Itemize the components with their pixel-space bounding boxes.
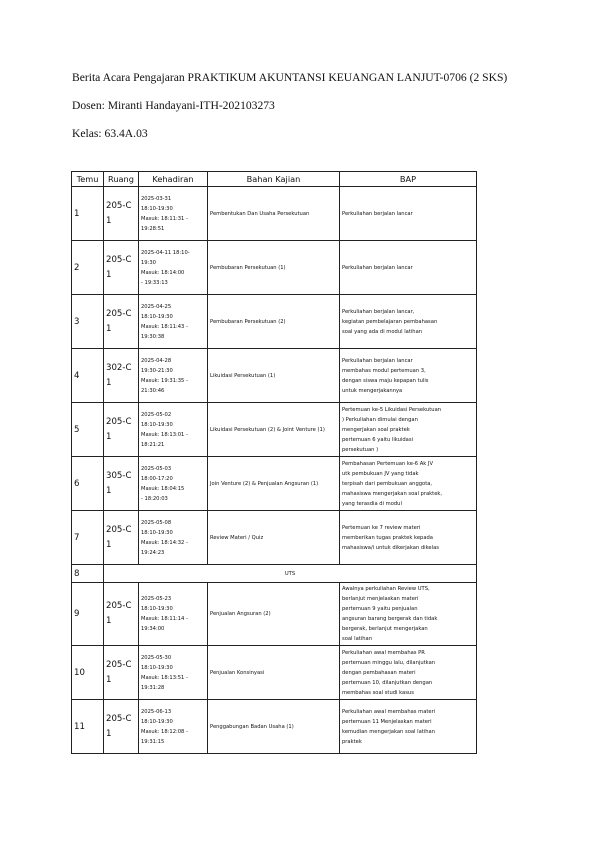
cell-bap: Awalnya perkuliahan Review UTS, berlanjut menjelaskan materi pertemuan 9 yaitu penjualan angsuran barang bergerak dan tidak bergerak, berlanjut mengerjakan soal latihan [340,583,477,646]
cell-kehadiran: 2025-04-11 18:10- 19:30 Masuk: 18:14:00 - 19:33:13 [139,241,208,295]
cell-temu: 7 [72,511,104,565]
header-ruang: Ruang [104,172,139,187]
cell-kehadiran: 2025-05-23 18:10-19:30 Masuk: 18:11:14 - 19:34:00 [139,583,208,646]
header-bap: BAP [340,172,477,187]
cell-bap: Perkuliahan awal membahas materi pertemuan 11 Menjelaskan materi kemudian mengerjakan soal latihan praktek [340,700,477,754]
cell-bap: Pertemuan ke-5 Likuidasi Persekutuan ) Perkuliahan dimulai dengan mengerjakan soal praktek pertemuan 6 yaitu likuidasi persekutuan ) [340,403,477,457]
cell-bahan-kajian: Likuidasi Persekutuan (2) & Joint Venture (1) [208,403,340,457]
table-row [72,511,477,565]
cell-temu: 5 [72,403,104,457]
cell-ruang: 302-C1 [104,349,139,403]
header-temu: Temu [72,172,104,187]
cell-bahan-kajian: Penggabungan Badan Usaha (1) [208,700,340,754]
cell-bap: Pembahasan Pertemuan ke-6 Ak JV utk pembukuan JV yang tidak terpisah dari pembukuan anggota, mahasiswa mengerjakan soal praktek, yang terasdia di modul [340,457,477,511]
cell-ruang: 205-C1 [104,646,139,700]
cell-kehadiran: 2025-05-30 18:10-19:30 Masuk: 18:13:51 - 19:31:28 [139,646,208,700]
cell-bap: Perkuliahan awal membahas PR pertemuan minggu lalu, dilanjutkan dengan pembahasan materi pertemuan 10, dilanjutkan dengan membahas soal studi kasus [340,646,477,700]
cell-kehadiran: 2025-06-13 18:10-19:30 Masuk: 18:12:08 - 19:31:15 [139,700,208,754]
cell-bahan-kajian: Pembubaran Persekutuan (2) [208,295,340,349]
table-row [72,457,477,511]
cell-ruang: 205-C1 [104,241,139,295]
page-title: Berita Acara Pengajaran PRAKTIKUM AKUNTANSI KEUANGAN LANJUT-0706 (2 SKS) [72,71,508,84]
cell-ruang: 205-C1 [104,187,139,241]
table-row [72,403,477,457]
cell-bahan-kajian: Join Venture (2) & Penjualan Angsuran (1) [208,457,340,511]
cell-ruang: 205-C1 [104,583,139,646]
cell-bahan-kajian: Pembubaran Persekutuan (1) [208,241,340,295]
cell-kehadiran: 2025-05-03 18:00-17:20 Masuk: 18:04:15 - 18:20:03 [139,457,208,511]
cell-temu: 8 [72,565,104,583]
berita-acara-table [71,171,477,754]
cell-bahan-kajian: Likuidasi Persekutuan (1) [208,349,340,403]
table-row [72,583,477,646]
cell-ruang: 205-C1 [104,295,139,349]
header-bahan-kajian: Bahan Kajian [208,172,340,187]
table-row [72,646,477,700]
document-header [72,70,542,141]
cell-ruang: 305-C1 [104,457,139,511]
table-row [72,565,477,583]
table-row [72,349,477,403]
cell-bahan-kajian: Penjualan Konsinyasi [208,646,340,700]
cell-temu: 9 [72,583,104,646]
table-row [72,241,477,295]
cell-temu: 2 [72,241,104,295]
cell-bap: Perkuliahan berjalan lancar [340,241,477,295]
cell-bap: Pertemuan ke 7 review materi memberikan tugas praktek kepada mahasiswa/i untuk dikerjakan dikelas [340,511,477,565]
cell-bahan-kajian: Pembentukan Dan Usaha Persekutuan [208,187,340,241]
cell-uts: UTS [104,565,477,583]
kelas-label: Kelas: 63.4A.03 [72,127,148,140]
table-row [72,187,477,241]
cell-kehadiran: 2025-03-31 18:10-19:30 Masuk: 18:11:31 - 19:28:51 [139,187,208,241]
cell-ruang: 205-C1 [104,403,139,457]
cell-kehadiran: 2025-05-08 18:10-19:30 Masuk: 18:14:32 - 19:24:23 [139,511,208,565]
cell-bap: Perkuliahan berjalan lancar membahas modul pertemuan 3, dengan siswa maju kepapan tulis untuk mengerjakannya [340,349,477,403]
cell-bahan-kajian: Review Materi / Quiz [208,511,340,565]
cell-temu: 1 [72,187,104,241]
table-body [72,187,477,754]
table-header-row [72,172,477,187]
cell-kehadiran: 2025-04-28 19:30-21:30 Masuk: 19:31:35 - 21:30:46 [139,349,208,403]
cell-ruang: 205-C1 [104,511,139,565]
cell-temu: 10 [72,646,104,700]
cell-bahan-kajian: Penjualan Angsuran (2) [208,583,340,646]
table-row [72,295,477,349]
cell-ruang: 205-C1 [104,700,139,754]
cell-temu: 4 [72,349,104,403]
cell-temu: 6 [72,457,104,511]
cell-bap: Perkuliahan berjalan lancar, kegiatan pembelajaran pembahasan soal yang ada di modul latihan [340,295,477,349]
cell-kehadiran: 2025-05-02 18:10-19:30 Masuk: 18:13:01 - 18:21:21 [139,403,208,457]
cell-kehadiran: 2025-04-25 18:10-19:30 Masuk: 18:11:43 - 19:30:38 [139,295,208,349]
cell-bap: Perkuliahan berjalan lancar [340,187,477,241]
cell-temu: 11 [72,700,104,754]
table-row [72,700,477,754]
dosen-label: Dosen: Miranti Handayani-ITH-202103273 [72,99,275,112]
cell-temu: 3 [72,295,104,349]
header-kehadiran: Kehadiran [139,172,208,187]
